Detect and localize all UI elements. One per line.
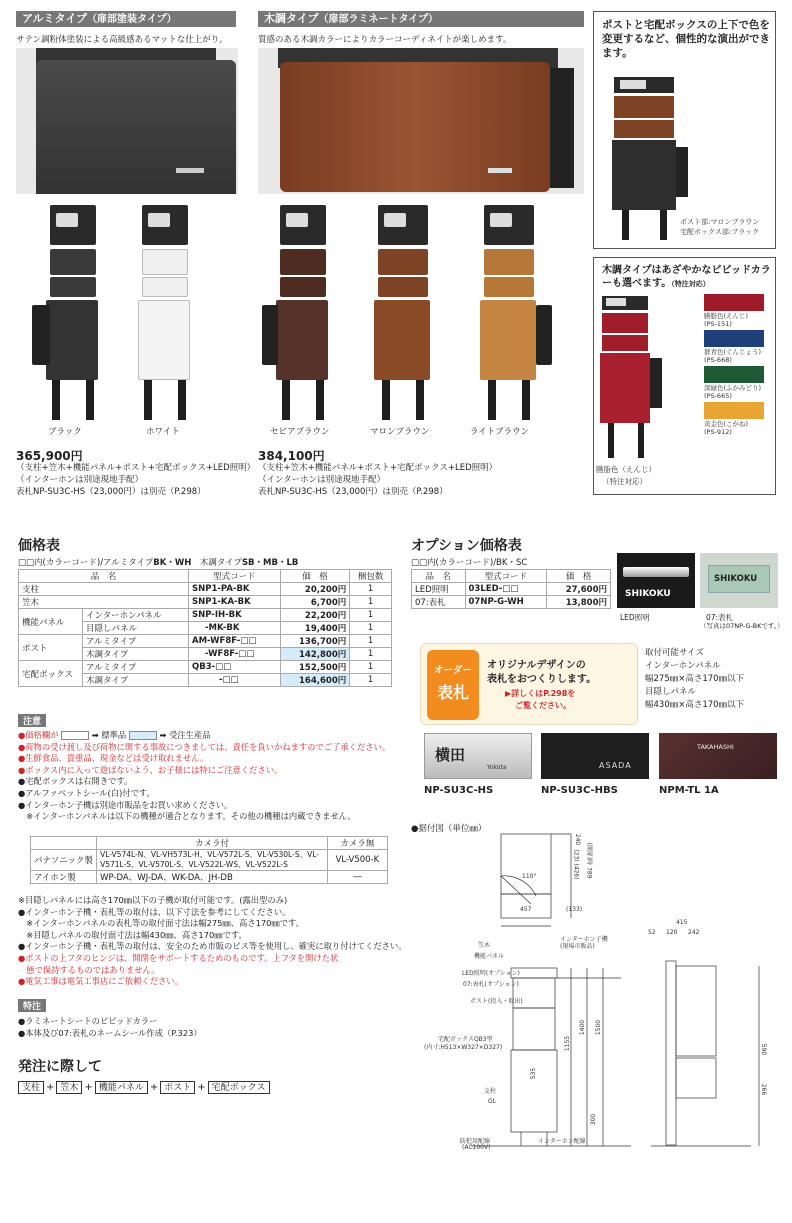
plate-model-hbs: NP-SU3C-HBS	[541, 785, 618, 796]
drawing-label: 防犯用配線	[460, 1138, 491, 1145]
dim-label: 1500	[595, 1019, 603, 1036]
order-part: 支柱	[18, 1081, 44, 1094]
swatch-chip	[704, 366, 764, 383]
drawing-label: 支柱	[484, 1088, 497, 1095]
plate-caption-note: （写真は07NP-G-BKです。）	[700, 622, 784, 630]
drawing-label: 宅配ボックスQB3型	[438, 1036, 493, 1043]
special-title: 特注	[18, 999, 46, 1012]
option-subtitle: □□内(カラーコード)/BK・SC	[411, 558, 528, 568]
aluminum-price: 365,900円	[16, 449, 83, 463]
color-label-maroon: マロンブラウン	[370, 427, 430, 437]
vivid-panel	[593, 257, 776, 495]
note-line: ※目隠しパネルの取付面寸法は幅430㎜、高さ170㎜です。	[18, 929, 247, 940]
plate-tl: TAKAHASHI	[659, 733, 777, 779]
drawing-label: LED照明(オプション)	[462, 970, 520, 977]
post-black	[32, 205, 112, 420]
wood-hero-image	[258, 48, 584, 194]
swatch-code: (PS-668)	[704, 356, 732, 364]
note-line: ●ポストの上フタのヒンジは、開閉をサポートするためのものです。上フタを開けた状	[18, 952, 339, 963]
table-row: 機能パネル インターホンパネル SNP-IH-BK 22,200円 1	[19, 609, 392, 622]
dim-label: 120	[666, 929, 678, 936]
wood-header: 木調タイプ（扉部ラミネートタイプ）	[258, 11, 584, 27]
table-row: 支柱 SNP1-PA-BK 20,200円 1	[19, 583, 392, 596]
wood-price: 384,100円	[258, 449, 325, 463]
drawing-label: (内寸:H513×W327×D327)	[424, 1044, 503, 1051]
drawing-label: 07:表札(オプション)	[463, 981, 519, 988]
dim-label: (開扉)時 789	[585, 842, 593, 879]
color-label-sepia: セピアブラウン	[270, 427, 330, 437]
notes-block-2	[18, 895, 407, 988]
drawing-title: ●据付図（単位㎜）	[411, 824, 487, 834]
order-title: 発注に際して	[18, 1059, 102, 1075]
dim-label: 52	[648, 929, 656, 936]
vivid-text: 木調タイプはあざやかなビビッドカラーも選べます。（特注対応）	[602, 265, 771, 289]
order-part: ポスト	[160, 1081, 195, 1094]
drawing-label: (AC100V)	[462, 1144, 491, 1151]
table-row: ポスト アルミタイプ AM-WF8F-□□ 136,700円 1	[19, 635, 392, 648]
ordermade-spec: 取付可能サイズ インターホンパネル 幅275㎜×高さ170㎜以下 目隠しパネル 幅430㎜×高さ170㎜以下	[645, 648, 745, 710]
swatch-chip	[704, 294, 764, 311]
combo-text: ポストと宅配ボックスの上下で色を変更するなど、個性的な演出ができます。	[602, 19, 770, 59]
plate-model-hs: NP-SU3C-HS	[424, 785, 494, 796]
dim-label: 1400	[579, 1019, 587, 1036]
table-row: パナソニック製 VL-V574L-N、VL-VH573L-H、VL-V572L-S、VL-V530L-S、VL-V571L-S、VL-V570L-S、VL-V522L-WS、VL-V522L-S VL-V500-K	[31, 850, 388, 871]
color-label-light-brown: ライトブラウン	[470, 427, 529, 437]
dim-label: 266	[760, 1083, 768, 1096]
aluminum-header: アルミタイプ（扉部塗装タイプ）	[16, 11, 236, 27]
post-white	[128, 205, 208, 420]
vivid-caption-2: （特注対応）	[602, 477, 647, 486]
note-line: ●インターホン子機・表札等の取付は、以下寸法を参考にしてください。	[18, 906, 291, 917]
color-swatch	[704, 366, 774, 400]
table-row: 目隠しパネル -MK-BK 19,400円 1	[19, 622, 392, 635]
note-line: ●ボックス内に入って遊ばないよう、お子様には特にご注意ください。	[18, 764, 283, 775]
notes-title: 注意	[18, 714, 46, 727]
table-row: 木調タイプ -WF8F-□□ 142,800円 1	[19, 648, 392, 661]
table-row: 笠木 SNP1-KA-BK 6,700円 1	[19, 596, 392, 609]
drawing-label: (現場市販品)	[560, 943, 595, 950]
note-line: ●荷物の受け渡し及び荷物に関する事故につきましては、責任を負いかねますのでご了承ください。	[18, 741, 391, 752]
note-line: ※目隠しパネルには高さ170㎜以下の子機が取付可能です。(露出型のみ)	[18, 895, 288, 905]
color-swatch	[704, 402, 774, 436]
notes-block	[18, 730, 398, 823]
col-price: 価 格	[280, 570, 350, 583]
color-swatch	[704, 294, 774, 328]
nameplate-image: SHIKOKU	[700, 553, 778, 608]
note-line: ※インターホンパネルの表札等の取付面寸法は幅275㎜、高さ170㎜です。	[18, 918, 304, 929]
order-part: 宅配ボックス	[208, 1081, 270, 1094]
price-table-subtitle: □□内(カラーコード)/アルミタイプBK・WH 木調タイプSB・MB・LB	[18, 558, 299, 568]
dim-label: 457	[520, 906, 532, 913]
table-row: アイホン製 WP-DA、WJ-DA、WK-DA、JH-DB ―	[31, 871, 388, 884]
notes-legend: ●価格欄が ➡ 標準品 ➡ 受注生産品	[18, 730, 211, 740]
option-title: オプション価格表	[411, 538, 522, 554]
dim-label: 415	[676, 919, 688, 926]
aluminum-hero-image	[16, 48, 238, 194]
table-row: 07:表札 07NP-G-WH 13,800円	[412, 596, 611, 609]
swatch-chip	[704, 402, 764, 419]
dim-label: (133)	[566, 906, 583, 913]
note-line: ※インターホンパネルは以下の機種が適合となります。その他の機種は内蔵できません。	[18, 811, 356, 822]
plate-caption: 07:表札	[706, 613, 734, 622]
price-table-header	[19, 570, 392, 583]
dim-label: (426)	[572, 863, 580, 880]
color-label-black: ブラック	[48, 427, 82, 437]
wood-spec: （支柱+笠木+機能パネル+ポスト+宅配ボックス+LED照明） （インターホンは別途現地手配） 表札NP-SU3C-HS（23,000円）は別売（P.298）	[258, 463, 498, 497]
option-table: 品 名 型式コード 価 格 LED照明 03LED-□□ 27,600円 07:表札 07NP-G-WH 13,800円	[411, 569, 611, 609]
note-line: ●電気工事は電気工事店にご依頼ください。	[18, 976, 183, 987]
led-image: SHIKOKU	[617, 553, 695, 608]
dim-label: 535	[530, 1067, 538, 1080]
swatch-name: 黄金色(こがね)	[704, 420, 749, 428]
plate-model-tl: NPM-TL 1A	[659, 785, 719, 796]
table-row: 木調タイプ -□□ 164,600円 1	[19, 674, 392, 687]
swatch-name: 深緑色(ふかみどり)	[704, 384, 762, 392]
dim-label: (23)	[572, 849, 580, 862]
dim-label: 242	[688, 929, 700, 936]
table-row: 宅配ボックス アルミタイプ QB3-□□ 152,500円 1	[19, 661, 392, 674]
combo-caption-2: 宅配ボックス部:ブラック	[680, 228, 760, 236]
drawing-label: GL	[488, 1098, 496, 1105]
swatch-code: (PS-665)	[704, 392, 732, 400]
col-code: 型式コード	[188, 570, 280, 583]
dim-label: 110°	[522, 873, 537, 880]
special-block: ●ラミネートシートのビビッドカラー ●本体及び07:表札のネームシール作成（P.323）	[18, 1016, 202, 1038]
col-name: 品 名	[19, 570, 189, 583]
drawing-label: インターホン配線	[538, 1138, 586, 1145]
swatch-code: (PS-912)	[704, 428, 732, 436]
note-line: 態で保持するものではありません。	[18, 964, 160, 975]
swatch-name: 群青色(ぐんじょう)	[704, 348, 762, 356]
vivid-caption-1: 臙脂色（えんじ）	[596, 465, 656, 474]
order-part: 機能パネル	[95, 1081, 148, 1094]
dim-label: 590	[760, 1043, 768, 1056]
aluminum-spec: （支柱+笠木+機能パネル+ポスト+宅配ボックス+LED照明） （インターホンは別途現地手配） 表札NP-SU3C-HS（23,000円）は別売（P.298）	[16, 463, 256, 497]
camera-table: カメラ付 カメラ無 パナソニック製 VL-V574L-N、VL-VH573L-H、VL-V572L-S、VL-V530L-S、VL-V571L-S、VL-V570L-S、VL-V522L-WS、VL-V522L-S VL-V500-K アイホン製 WP-DA、WJ-DA、WK-DA、JH-DB ―	[30, 836, 388, 884]
drawing-label: ポスト(投入・取出)	[470, 998, 523, 1005]
led-caption: LED照明	[620, 613, 650, 622]
post-maroon	[368, 205, 458, 420]
drawing-label: 笠木	[478, 942, 491, 949]
wood-desc: 質感のある木調カラーによりカラーコーディネイトが楽しめます。	[258, 35, 512, 45]
post-light-brown	[474, 205, 564, 420]
color-swatch	[704, 330, 774, 364]
plate-hs: 横田 Yokota	[424, 733, 532, 779]
combo-caption-1: ポスト部:マロンブラウン	[680, 218, 760, 226]
note-line: ●インターホン子機・表札等の取付は、安全のため市販のビス等を使用し、確実に取り付けてください。	[18, 941, 407, 952]
order-part: 笠木	[56, 1081, 82, 1094]
price-table	[18, 569, 392, 687]
ordermade-badge: オーダー 表札	[427, 650, 479, 720]
dim-label: 300	[590, 1113, 598, 1126]
aluminum-desc: サテン調粉体塗装による高級感あるマットな仕上がり。	[16, 35, 228, 45]
post-sepia	[262, 205, 352, 420]
ordermade-link[interactable]: ▶詳しくはP.298を	[505, 689, 576, 698]
order-parts: 支柱 + 笠木 + 機能パネル + ポスト + 宅配ボックス	[18, 1081, 270, 1094]
note-line: ●アルファベットシール(白)付です。	[18, 787, 155, 798]
dim-label: 1155	[564, 1035, 572, 1052]
note-line: ●インターホン子機は別途市販品をお買い求めください。	[18, 799, 233, 810]
swatch-code: (PS-151)	[704, 320, 732, 328]
ordermade-panel: オーダー 表札 オリジナルデザインの 表札をおつくりします。 ▶詳しくはP.298を ご覧ください。	[420, 643, 638, 725]
col-qty: 梱包数	[350, 570, 392, 583]
note-line: ●生鮮食品、貴重品、現金などは受け取れません。	[18, 753, 209, 764]
swatch-chip	[704, 330, 764, 347]
plate-hbs: ASADA	[541, 733, 649, 779]
table-row: LED照明 03LED-□□ 27,600円	[412, 583, 611, 596]
swatch-list	[704, 294, 774, 438]
note-line: ●宅配ボックスは右開きです。	[18, 776, 133, 787]
color-label-white: ホワイト	[146, 427, 180, 437]
dim-label: 240	[574, 833, 582, 846]
drawing-label: インターホン子機	[560, 936, 608, 943]
price-table-title: 価格表	[18, 538, 60, 554]
combo-panel	[593, 11, 776, 249]
swatch-name: 臙脂色(えんじ)	[704, 312, 749, 320]
drawing-label: 機能パネル	[474, 953, 505, 960]
